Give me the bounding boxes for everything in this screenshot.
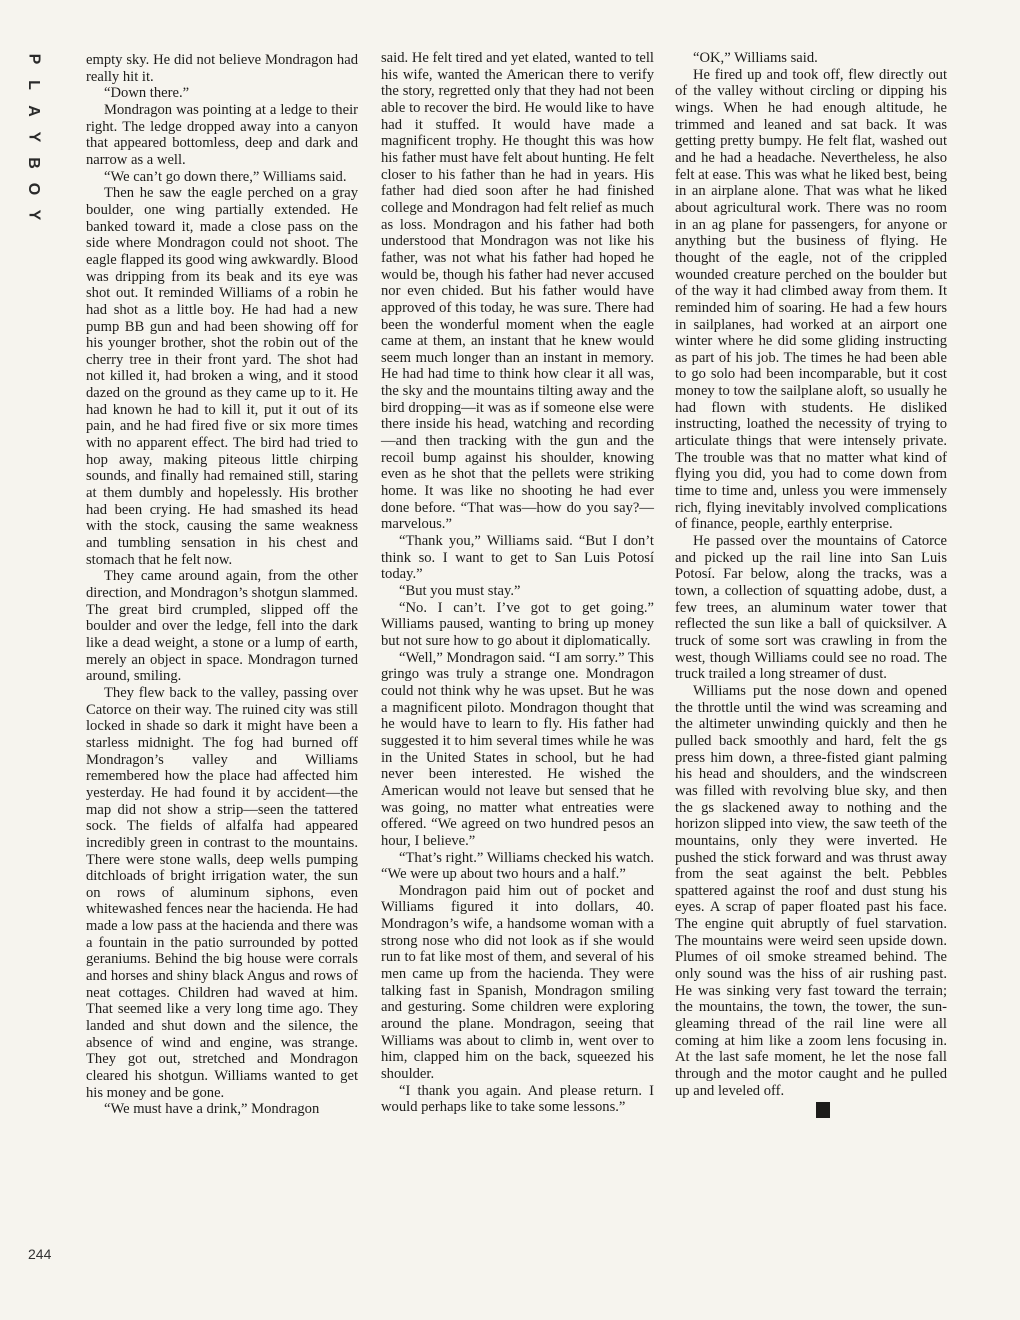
page-number: 244 [28,1246,52,1262]
side-letter: O [24,182,42,196]
side-letter: B [25,157,42,169]
side-letter: Y [24,131,42,143]
end-mark-icon: Y [816,1102,830,1118]
paragraph: “Thank you,” Williams said. “But I don’t think so. I want to get to San Luis Potosí today.” [381,533,654,583]
paragraph: Mondragon was pointing at a ledge to their right. The ledge dropped away into a canyon that appeared bottomless, deep and dark and narrow as a well. [86,101,358,168]
paragraph: “OK,” Williams said. [693,50,818,66]
paragraph: “We must have a drink,” Mondragon [104,1101,320,1118]
paragraph: “I thank you again. And please return. I would perhaps like to take some lessons.” [381,1082,654,1116]
magazine-name-vertical [22,46,44,228]
paragraph: He fired up and took off, flew directly out of the valley without circling or dipping his wings. When he had enough altitude, he trimmed and leaned and sat back. It was getting pretty bumpy. He felt flat, washed out and he had a headache. Nevertheless, he also felt at ease. This was what he liked best, being in an airplane alone. That was what he liked about agricultural work. There was no room in an ag plane for passengers, for anyone or anything but the business of flying. He thought of the eagle, not of the crippled wounded creature perched on the boulder but of the way it had climbed away from them. It reminded him of soaring. He had a few hours in sailplanes, had worked at an airport one winter where he did some gliding instructing as part of his job. The times he had been able to go solo had been incomparable, but it cost money to tow the sailplane aloft, so usually he had flown with students. He disliked instructing, loathed the necessity of trying to articulate things that were intensely private. The trouble was that no matter what kind of flying you did, you had to come down from time to time and, unless you were immensely rich, flying inevitably involved complications of finance, people, earthly enterprise. [675,66,947,533]
paragraph: “We can’t go down there,” Williams said. [104,168,347,185]
paragraph: empty sky. He did not believe Mondragon had really hit it. [86,52,358,85]
text-column-1 [86,52,358,1118]
paragraph: Williams put the nose down and opened the throttle until the wind was screaming and the altimeter unwinding quickly and then he pulled back smoothly and hard, felt the gs press him down, a three-fisted giant palming his head and shoulders, and the windscreen was filled with revolving blue sky, and then the gs slackened away to nothing and the horizon slipped into view, the saw teeth of the mountains, only they were inverted. He pushed the stick forward and was thrust away from the seat against the belt. Pebbles spattered against the roof and dust stung his eyes. A scrap of paper floated past his face. The engine quit abruptly of fuel starvation. The mountains were weird seen upside down. Plumes of oil smoke streamed behind. The only sound was the hiss of air rushing past. He was sinking very fast toward the terrain; the mountains, the town, the tower, the sun-gleaming thread of the rail line were all coming at him like a zoom lens focusing in. At the last safe moment, he let the nose fall through and the motor caught and he pulled up and leveled off. [675,682,947,1099]
end-mark-line [675,1099,947,1118]
paragraph: Then he saw the eagle perched on a gray boulder, one wing partially extended. He banked toward it, made a close pass on the side where Mondragon could not shoot. The eagle flapped its good wing awkwardly. Blood was dripping from its beak and its eye was shot out. It reminded Williams of a robin he had shot as a little boy. He had had a new pump BB gun and had been showing off for his younger brother, shot the robin out of the cherry tree in their front yard. The shot had not killed it, had broken a wing, and it stood dazed on the ground as they came up to it. He had known he had to kill it, put it out of its pain, and he had fired five or six more times with no apparent effect. The bird had tried to hop away, making piteous little chirping sounds, and finally had remained still, staring at them dumbly and hopelessly. His brother had been crying. He had smashed its head with the stock, causing the same weakness and tumbling sensation in his chest and stomach that he felt now. [86,185,358,568]
paragraph: He passed over the mountains of Catorce and picked up the rail line into San Luis Potosí. Far below, along the tracks, was a town, a collection of squatting adobe, dust, a few trees, an aluminum water tower that reflected the sun like a ball of quicksilver. A truck of some sort was crawling in from the west, though Williams could see no road. The truck trailed a long streamer of dust. [675,533,947,683]
paragraph: said. He felt tired and yet elated, wanted to tell his wife, wanted the American there to verify the story, regretted only that they had not been able to recover the bird. He would like to have had it stuffed. It would have made a magnificent trophy. He thought this was how his father must have felt about hunting. He felt closer to his father than he had in years. His father had died soon after he had finished college and Mondragon had felt relief as much as loss. Mondragon and his father had both understood that Mondragon was not like his father, was not what his father had hoped he would be, though his father had never accused nor even chided. But his father would have approved of this today, he was sure. There had been the wonderful moment when the eagle came at them, an instant that he knew would seem much longer than an instant in memory. He had had time to think how clear it all was, the sky and the mountains tilting away and the bird dropping—it was as if someone else were there inside his head, watching and recording—and then tracking with the gun and the recoil bump against his shoulder, knowing even as he shot that the pellets were striking home. It was like no shooting he had ever done before. “That was—how do you say?—marvelous.” [381,50,654,533]
paragraph: Mondragon paid him out of pocket and Williams figured it into dollars, 40. Mondragon’s wife, a handsome woman with a strong nose who did not look as if she would run to fat like most of them, and several of his men came up from the hacienda. They were talking fast in Spanish, Mondragon smiling and gesturing. Some children were exploring around the plane. Mondragon, seeing that Williams was about to climb in, went over to him, clapped him on the back, squeezed his shoulder. [381,882,654,1083]
side-letter: P [24,53,42,65]
side-letter: L [25,80,42,90]
side-letter: Y [24,209,42,221]
text-column-2 [381,50,654,1116]
paragraph: They came around again, from the other direction, and Mondragon’s shotgun slammed. The great bird crumpled, slipped off the boulder and over the ledge, fell into the dark like a dead weight, a stone or a lump of earth, merely an object in space. Mondragon turned around, smiling. [86,568,358,685]
paragraph: “Well,” Mondragon said. “I am sorry.” This gringo was truly a strange one. Mondragon could not think why he was upset. But he was a magnificent piloto. Mondragon thought that he would have to learn to fly. His father had suggested it to him several times while he was in the United States in school, but he had never been interested. He wished the American would not leave but sensed that he was going, no matter what entreaties were offered. “We agreed on two hundred pesos an hour, I believe.” [381,649,654,849]
text-column-3 [675,50,947,1118]
paragraph: “Down there.” [104,85,190,102]
side-letter: A [25,105,42,117]
paragraph: “No. I can’t. I’ve got to get going.” Williams paused, wanting to bring up money but not sure how to go about it diplomatically. [381,599,654,649]
paragraph: “That’s right.” Williams checked his watch. “We were up about two hours and a half.” [381,849,654,883]
paragraph: “But you must stay.” [399,583,521,599]
paragraph: They flew back to the valley, passing over Catorce on their way. The ruined city was still locked in shade so dark it might have been a starless midnight. The fog had burned off Mondragon’s valley and Williams remembered how the place had affected him yesterday. He had found it by accident—the map did not show a strip—seen the tattered sock. The fields of alfalfa had appeared incredibly green in contrast to the mountains. There were stone walls, deep wells pumping ditchloads of bright irrigation water, the sun on rows of aluminum siphons, even whitewashed fences near the hacienda. He had made a low pass at the hacienda and there was a fountain in the patio surrounded by potted geraniums. Behind the big house were corrals and horses and shiny black Angus and rows of neat cottages. Children had waved at him. That seemed like a very long time ago. They landed and shut down and the silence, the absence of wind and engine, was strange. They got out, stretched and Mondragon cleared his shotgun. Williams wanted to get his money and be gone. [86,684,358,1101]
